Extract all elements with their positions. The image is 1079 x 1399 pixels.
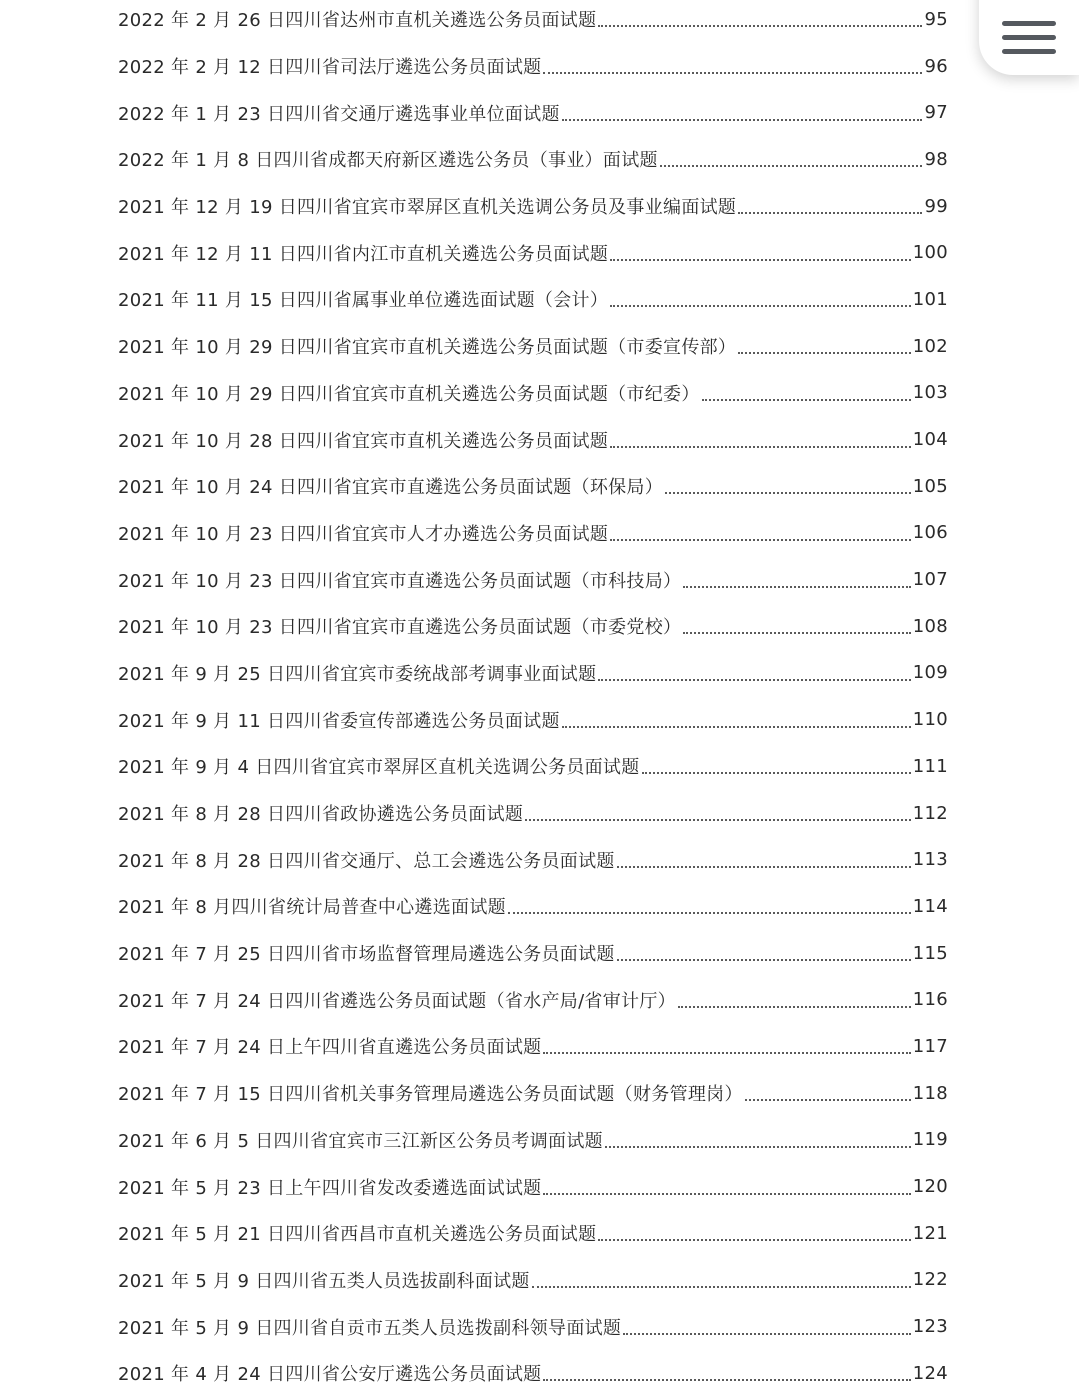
toc-dot-leader [543, 72, 922, 74]
toc-entry[interactable] [118, 463, 948, 510]
toc-entry[interactable] [118, 370, 948, 417]
toc-dot-leader [532, 1286, 911, 1288]
toc-entry-title: 2021 年 9 月 4 日四川省宜宾市翠屏区直机关选调公务员面试题 [118, 757, 640, 779]
toc-entry[interactable] [118, 229, 948, 276]
toc-entry-title: 2021 年 12 月 19 日四川省宜宾市翠屏区直机关选调公务员及事业编面试题 [118, 197, 737, 219]
toc-entry-page-number: 110 [912, 709, 948, 731]
toc-entry[interactable] [118, 1117, 948, 1164]
toc-entry[interactable] [118, 1303, 948, 1350]
menu-button[interactable] [979, 0, 1079, 75]
toc-entry[interactable] [118, 0, 948, 43]
toc-dot-leader [738, 352, 911, 354]
toc-dot-leader [598, 1239, 910, 1241]
toc-dot-leader [617, 866, 911, 868]
toc-entry-page-number: 99 [924, 195, 948, 217]
toc-entry-page-number: 120 [912, 1176, 948, 1198]
toc-entry[interactable] [118, 976, 948, 1023]
toc-entry[interactable] [118, 1023, 948, 1070]
toc-entry[interactable] [118, 603, 948, 650]
toc-entry[interactable] [118, 416, 948, 463]
toc-dot-leader [683, 632, 910, 634]
toc-entry[interactable] [118, 1070, 948, 1117]
toc-entry-page-number: 122 [912, 1269, 948, 1291]
toc-entry-page-number: 100 [912, 242, 948, 264]
toc-entry-title: 2021 年 5 月 9 日四川省五类人员选拔副科面试题 [118, 1270, 530, 1292]
toc-entry-title: 2021 年 7 月 15 日四川省机关事务管理局遴选公务员面试题（财务管理岗） [118, 1084, 743, 1106]
toc-entry-page-number: 111 [912, 755, 948, 777]
toc-entry-title: 2021 年 10 月 29 日四川省宜宾市直机关遴选公务员面试题（市纪委） [118, 383, 700, 405]
toc-dot-leader [508, 912, 911, 914]
toc-entry-page-number: 107 [912, 569, 948, 591]
toc-dot-leader [610, 305, 911, 307]
toc-entry-title: 2021 年 5 月 21 日四川省西昌市直机关遴选公务员面试题 [118, 1224, 597, 1246]
toc-dot-leader [745, 1099, 911, 1101]
toc-dot-leader [605, 1146, 911, 1148]
toc-entry-page-number: 95 [924, 8, 948, 30]
toc-entry-page-number: 113 [912, 849, 948, 871]
toc-entry[interactable] [118, 1163, 948, 1210]
toc-dot-leader [543, 1379, 910, 1381]
toc-entry-title: 2021 年 8 月四川省统计局普查中心遴选面试题 [118, 897, 506, 919]
toc-entry-page-number: 106 [912, 522, 948, 544]
toc-entry-title: 2021 年 8 月 28 日四川省交通厅、总工会遴选公务员面试题 [118, 850, 615, 872]
toc-entry-page-number: 104 [912, 429, 948, 451]
toc-entry-title: 2022 年 2 月 12 日四川省司法厅遴选公务员面试题 [118, 57, 542, 79]
toc-entry-page-number: 103 [912, 382, 948, 404]
toc-entry[interactable] [118, 743, 948, 790]
toc-dot-leader [543, 1052, 910, 1054]
toc-dot-leader [617, 959, 911, 961]
toc-dot-leader [598, 25, 922, 27]
toc-entry-title: 2021 年 9 月 11 日四川省委宣传部遴选公务员面试题 [118, 710, 560, 732]
toc-dot-leader [683, 586, 910, 588]
toc-entry[interactable] [118, 183, 948, 230]
toc-dot-leader [738, 212, 922, 214]
toc-entry-title: 2021 年 10 月 23 日四川省宜宾市人才办遴选公务员面试题 [118, 523, 609, 545]
hamburger-menu-icon [1002, 21, 1056, 55]
toc-dot-leader [562, 726, 911, 728]
toc-dot-leader [702, 399, 911, 401]
toc-entry[interactable] [118, 1350, 948, 1397]
toc-entry[interactable] [118, 510, 948, 557]
toc-entry[interactable] [118, 89, 948, 136]
toc-entry-title: 2021 年 5 月 23 日上午四川省发改委遴选面试试题 [118, 1177, 542, 1199]
toc-dot-leader [665, 492, 911, 494]
toc-dot-leader [562, 119, 923, 121]
toc-entry-page-number: 105 [912, 475, 948, 497]
toc-entry-title: 2021 年 7 月 24 日上午四川省直遴选公务员面试题 [118, 1037, 542, 1059]
toc-entry[interactable] [118, 1210, 948, 1257]
toc-entry[interactable] [118, 323, 948, 370]
toc-entry-page-number: 117 [912, 1035, 948, 1057]
toc-entry-title: 2021 年 5 月 9 日四川省自贡市五类人员选拨副科领导面试题 [118, 1317, 622, 1339]
toc-entry-title: 2022 年 2 月 26 日四川省达州市直机关遴选公务员面试题 [118, 10, 597, 32]
toc-entry-page-number: 124 [912, 1362, 948, 1384]
toc-dot-leader [660, 165, 923, 167]
toc-entry[interactable] [118, 930, 948, 977]
toc-entry-title: 2021 年 10 月 23 日四川省宜宾市直遴选公务员面试题（市科技局） [118, 570, 682, 592]
toc-entry[interactable] [118, 836, 948, 883]
toc-entry[interactable] [118, 696, 948, 743]
toc-dot-leader [610, 539, 911, 541]
toc-entry-page-number: 102 [912, 335, 948, 357]
toc-entry-title: 2021 年 10 月 24 日四川省宜宾市直遴选公务员面试题（环保局） [118, 477, 664, 499]
toc-entry-title: 2021 年 10 月 29 日四川省宜宾市直机关遴选公务员面试题（市委宣传部） [118, 337, 737, 359]
toc-entry-page-number: 101 [912, 288, 948, 310]
toc-dot-leader [610, 259, 911, 261]
toc-entry-page-number: 118 [912, 1082, 948, 1104]
toc-dot-leader [678, 1006, 911, 1008]
toc-entry[interactable] [118, 556, 948, 603]
toc-entry-page-number: 116 [912, 989, 948, 1011]
toc-entry-page-number: 109 [912, 662, 948, 684]
toc-entry-title: 2021 年 9 月 25 日四川省宜宾市委统战部考调事业面试题 [118, 663, 597, 685]
toc-entry-title: 2022 年 1 月 23 日四川省交通厅遴选事业单位面试题 [118, 103, 560, 125]
toc-entry-page-number: 121 [912, 1222, 948, 1244]
toc-entry-page-number: 114 [912, 895, 948, 917]
toc-entry-title: 2021 年 4 月 24 日四川省公安厅遴选公务员面试题 [118, 1364, 542, 1386]
toc-entry-title: 2022 年 1 月 8 日四川省成都天府新区遴选公务员（事业）面试题 [118, 150, 658, 172]
toc-entry-title: 2021 年 8 月 28 日四川省政协遴选公务员面试题 [118, 804, 524, 826]
toc-entry-title: 2021 年 7 月 25 日四川省市场监督管理局遴选公务员面试题 [118, 944, 615, 966]
toc-entry-title: 2021 年 7 月 24 日四川省遴选公务员面试题（省水产局/省审计厅） [118, 990, 676, 1012]
toc-dot-leader [598, 679, 910, 681]
toc-entry-page-number: 119 [912, 1129, 948, 1151]
toc-dot-leader [543, 1193, 910, 1195]
toc-entry-page-number: 97 [924, 102, 948, 124]
toc-entry-title: 2021 年 10 月 28 日四川省宜宾市直机关遴选公务员面试题 [118, 430, 609, 452]
toc-dot-leader [610, 446, 911, 448]
toc-entry[interactable] [118, 136, 948, 183]
toc-entry-page-number: 112 [912, 802, 948, 824]
toc-dot-leader [623, 1333, 911, 1335]
toc-entry-title: 2021 年 6 月 5 日四川省宜宾市三江新区公务员考调面试题 [118, 1130, 603, 1152]
toc-entry[interactable] [118, 883, 948, 930]
toc-entry-title: 2021 年 12 月 11 日四川省内江市直机关遴选公务员面试题 [118, 243, 609, 265]
toc-entry[interactable] [118, 43, 948, 90]
table-of-contents [118, 0, 948, 1397]
toc-entry-page-number: 98 [924, 148, 948, 170]
toc-entry-page-number: 96 [924, 55, 948, 77]
toc-entry-page-number: 115 [912, 942, 948, 964]
toc-entry-title: 2021 年 11 月 15 日四川省属事业单位遴选面试题（会计） [118, 290, 609, 312]
toc-entry-page-number: 108 [912, 615, 948, 637]
toc-entry[interactable] [118, 790, 948, 837]
toc-dot-leader [642, 772, 911, 774]
toc-entry[interactable] [118, 276, 948, 323]
toc-entry[interactable] [118, 1257, 948, 1304]
toc-dot-leader [525, 819, 911, 821]
toc-entry-title: 2021 年 10 月 23 日四川省宜宾市直遴选公务员面试题（市委党校） [118, 617, 682, 639]
toc-entry-page-number: 123 [912, 1316, 948, 1338]
toc-entry[interactable] [118, 650, 948, 697]
